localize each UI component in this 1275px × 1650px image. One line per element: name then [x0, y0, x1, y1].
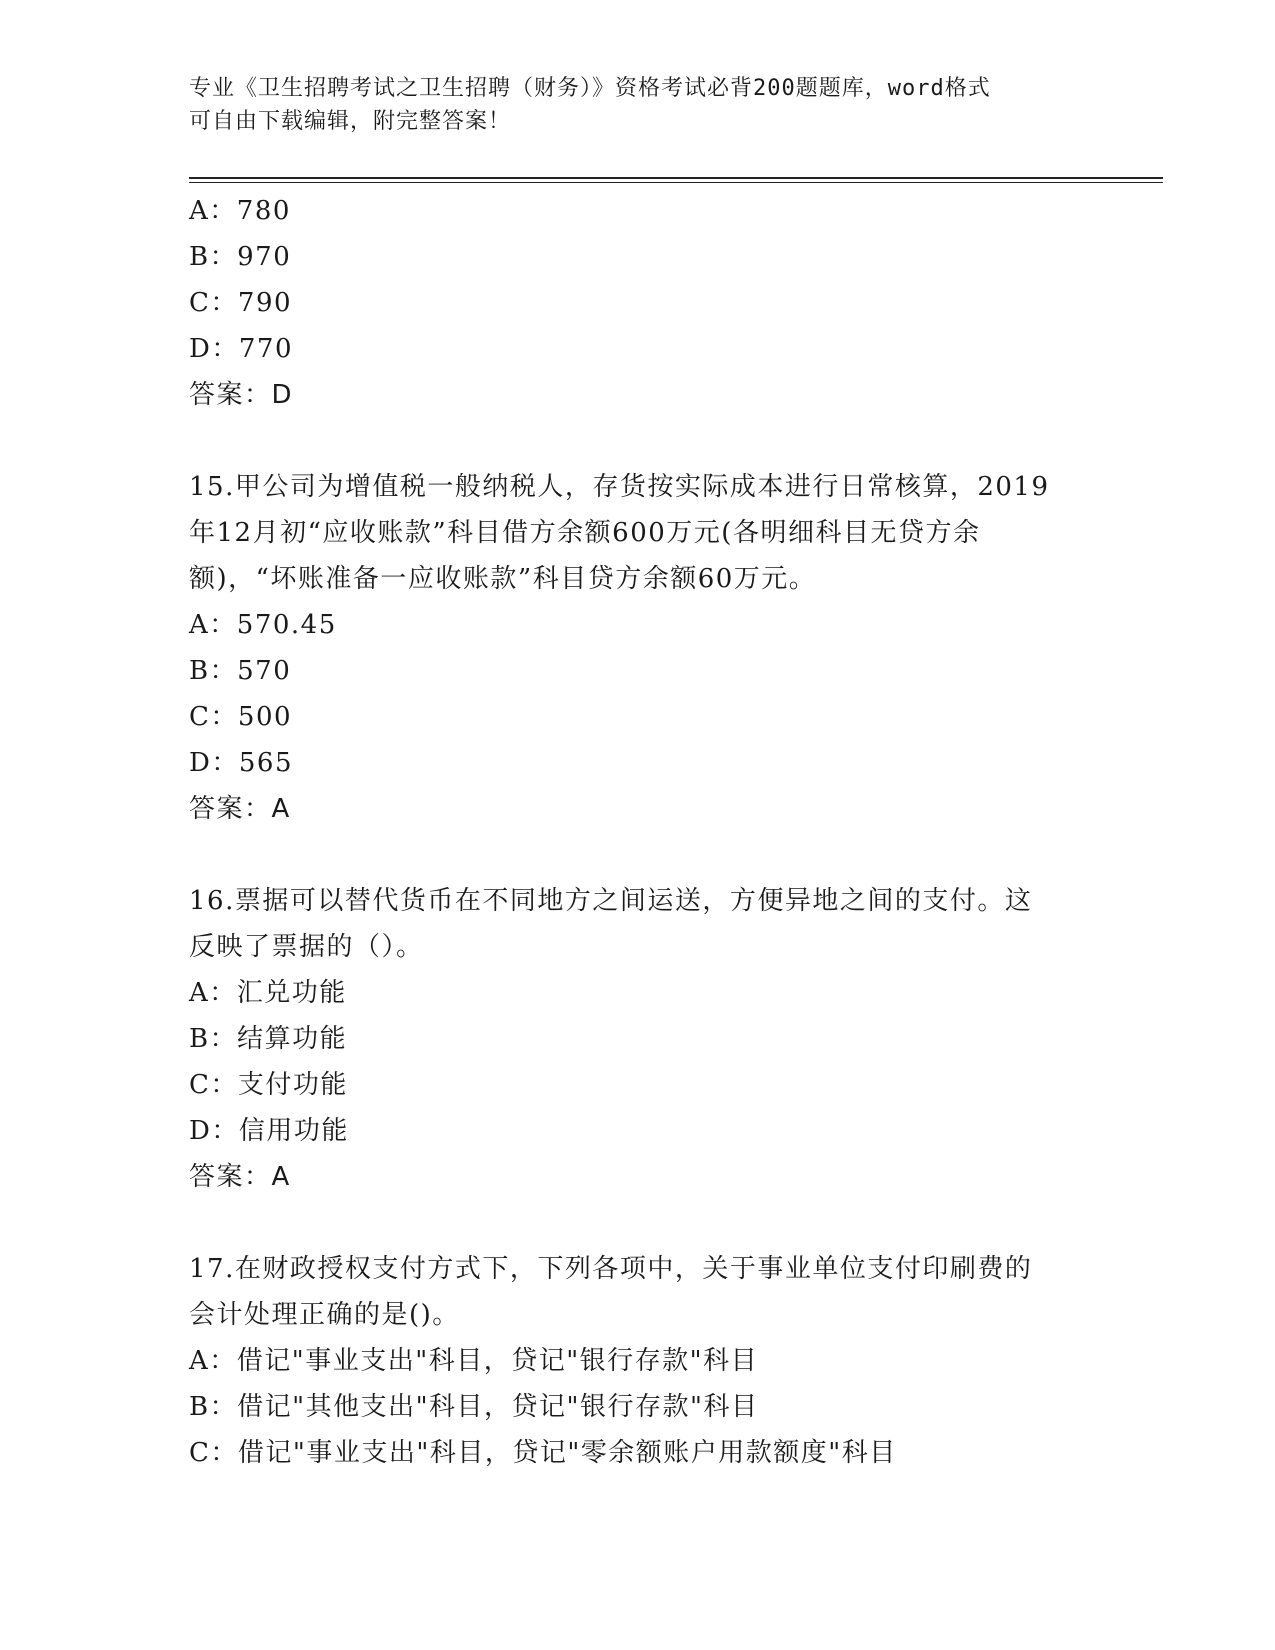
option-text: 支付功能: [237, 1070, 348, 1100]
option-b: [189, 234, 1089, 280]
question-text-line: 反映了票据的（）。: [189, 932, 424, 962]
option-text: 565: [238, 748, 293, 778]
option-c: [189, 1062, 1089, 1108]
option-a: [189, 1338, 1089, 1384]
question-15: [189, 464, 1089, 832]
header-line-1: 专业《卫生招聘考试之卫生招聘（财务）》资格考试必背200题题库，word格式: [189, 76, 991, 101]
question-text-line: 17.在财政授权支付方式下，下列各项中，关于事业单位支付印刷费的: [189, 1254, 1033, 1284]
option-b: [189, 1016, 1089, 1062]
spacer: [189, 418, 1089, 464]
option-key: D：: [189, 748, 239, 778]
option-c: [189, 280, 1089, 326]
option-d: [189, 740, 1089, 786]
option-text: 信用功能: [238, 1116, 349, 1146]
header-divider-thin: [189, 182, 1163, 183]
option-key: C：: [189, 288, 238, 318]
option-text: 570: [237, 656, 292, 686]
option-key: A：: [189, 610, 237, 640]
question-text-line: 年12月初“应收账款”科目借方余额600万元(各明细科目无贷方余: [189, 518, 981, 548]
option-key: B：: [189, 1392, 238, 1422]
option-d: [189, 1108, 1089, 1154]
question-16: [189, 878, 1089, 1200]
option-text: 770: [238, 334, 293, 364]
question-text-line: 16.票据可以替代货币在不同地方之间运送，方便异地之间的支付。这: [189, 886, 1033, 916]
option-a: [189, 970, 1089, 1016]
option-b: [189, 648, 1089, 694]
document-header: [189, 72, 1089, 138]
option-key: D：: [189, 334, 239, 364]
option-text: 借记"其他支出"科目，贷记"银行存款"科目: [237, 1392, 759, 1422]
option-key: D：: [189, 1116, 239, 1146]
spacer: [189, 832, 1089, 878]
option-text: 结算功能: [237, 1024, 348, 1054]
option-key: A：: [189, 196, 237, 226]
option-text: 570.45: [236, 610, 337, 640]
option-key: B：: [189, 242, 238, 272]
question-text-line: 15.甲公司为增值税一般纳税人，存货按实际成本进行日常核算，2019: [189, 472, 1050, 502]
question-17: [189, 1246, 1089, 1476]
option-key: C：: [189, 1438, 238, 1468]
option-key: C：: [189, 702, 238, 732]
option-key: C：: [189, 1070, 238, 1100]
option-b: [189, 1384, 1089, 1430]
answer-line: 答案：A: [189, 1162, 291, 1192]
option-d: [189, 326, 1089, 372]
option-key: A：: [189, 1346, 237, 1376]
header-divider-thick: [189, 177, 1163, 179]
option-text: 借记"事业支出"科目，贷记"银行存款"科目: [236, 1346, 759, 1376]
question-14-tail: [189, 188, 1089, 418]
answer-line: 答案：A: [189, 794, 291, 824]
option-text: 借记"事业支出"科目，贷记"零余额账户用款额度"科目: [237, 1438, 897, 1468]
option-text: 汇兑功能: [236, 978, 347, 1008]
option-a: [189, 188, 1089, 234]
option-key: A：: [189, 978, 237, 1008]
option-text: 790: [237, 288, 293, 318]
option-key: B：: [189, 1024, 238, 1054]
option-c: [189, 1430, 1089, 1476]
question-text-line: 会计处理正确的是()。: [189, 1300, 460, 1330]
answer-line: 答案：D: [189, 380, 294, 410]
spacer: [189, 1200, 1089, 1246]
header-line-2: 可自由下载编辑，附完整答案！: [189, 109, 512, 134]
option-text: 500: [237, 702, 293, 732]
option-a: [189, 602, 1089, 648]
option-c: [189, 694, 1089, 740]
option-text: 970: [237, 242, 292, 272]
option-text: 780: [236, 196, 291, 226]
question-text-line: 额)，“坏账准备一应收账款”科目贷方余额60万元。: [189, 564, 817, 594]
question-content: [189, 188, 1089, 1476]
option-key: B：: [189, 656, 238, 686]
